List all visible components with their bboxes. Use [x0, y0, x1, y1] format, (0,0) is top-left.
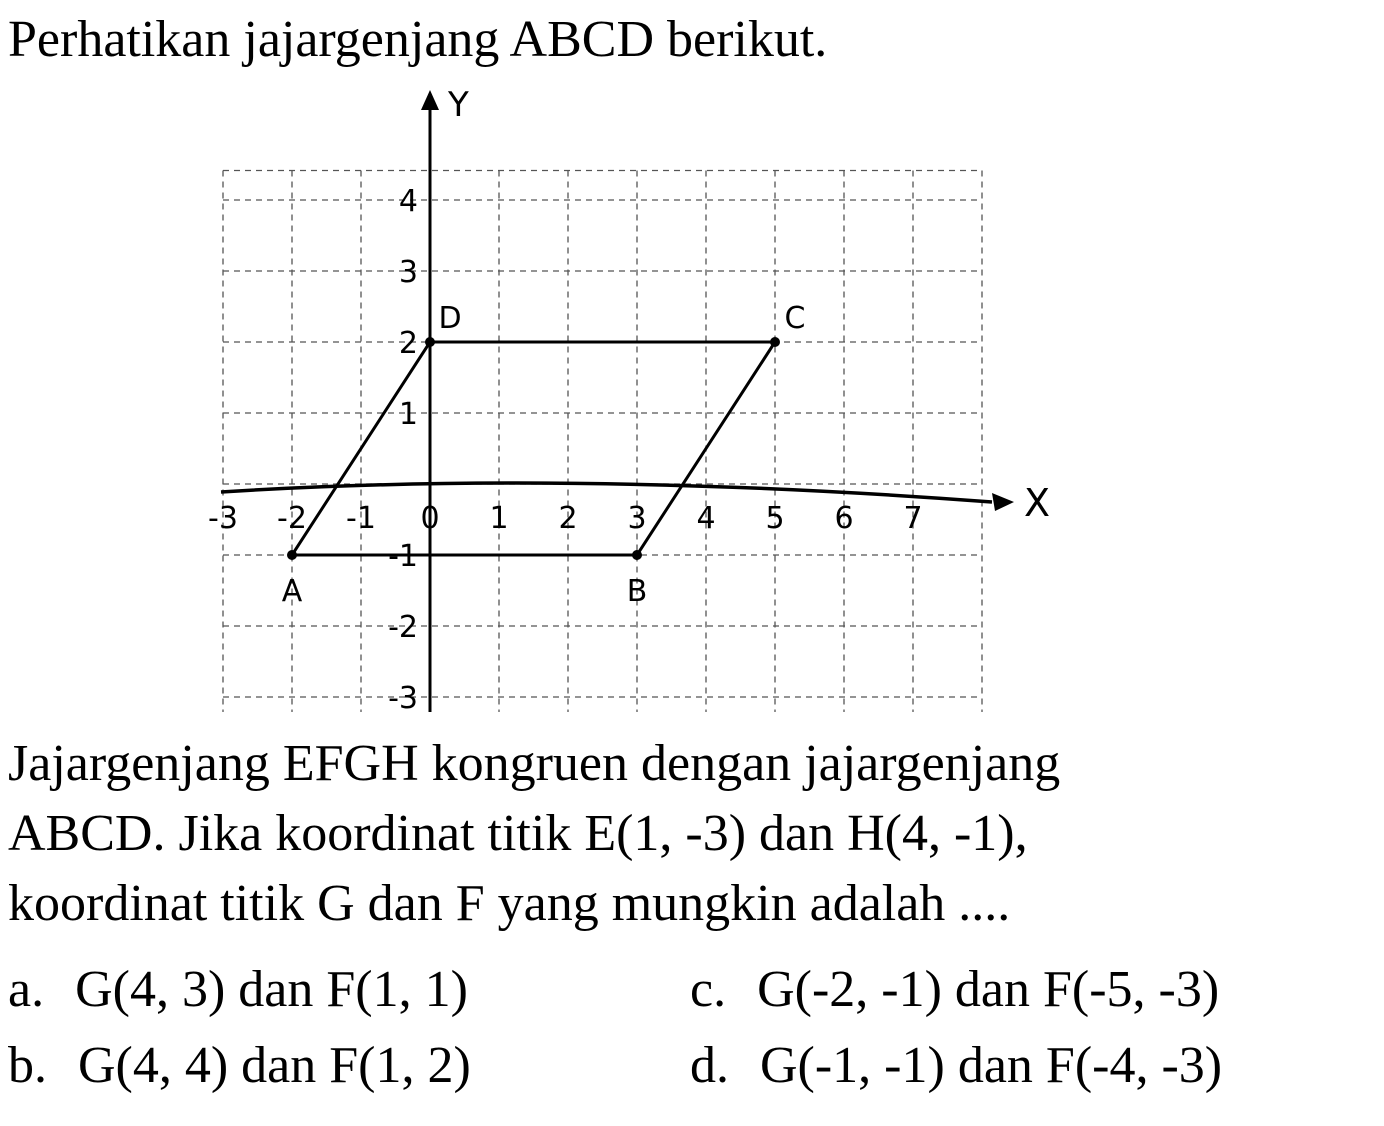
option-a-letter: a. [8, 961, 45, 1018]
y-axis-label: Y [448, 85, 469, 125]
option-c-text: G(-2, -1) dan F(-5, -3) [757, 961, 1220, 1018]
x-tick-label: 2 [558, 501, 578, 536]
x-tick-label: 0 [420, 501, 440, 536]
body-line-1: Jajargenjang EFGH kongruen dengan jajargenjang [8, 735, 1061, 792]
option-b[interactable] [8, 1036, 471, 1096]
vertex-label-c: C [784, 301, 806, 336]
vertex-label-d: D [438, 301, 462, 336]
x-tick-label: 3 [627, 501, 647, 536]
option-c[interactable] [690, 960, 1219, 1020]
option-c-letter: c. [690, 961, 727, 1018]
y-tick-label: 3 [398, 255, 418, 290]
x-tick-label: -1 [346, 501, 376, 536]
option-d[interactable] [690, 1036, 1222, 1096]
option-a[interactable] [8, 960, 468, 1020]
y-axis-arrow-icon [421, 90, 439, 110]
option-a-text: G(4, 3) dan F(1, 1) [75, 961, 468, 1018]
tick-labels [208, 184, 923, 712]
x-tick-label: 4 [696, 501, 716, 536]
option-d-letter: d. [690, 1037, 729, 1094]
parallelogram-abcd [282, 301, 806, 609]
body-line-2: ABCD. Jika koordinat titik E(1, -3) dan H(4, -1), [8, 805, 1028, 862]
option-b-letter: b. [8, 1037, 47, 1094]
vertex-point-d [425, 337, 435, 347]
axes [221, 90, 1014, 712]
y-tick-label: 2 [398, 326, 418, 361]
option-b-text: G(4, 4) dan F(1, 2) [78, 1037, 471, 1094]
grid [223, 171, 982, 713]
x-tick-label: 6 [834, 501, 854, 536]
x-tick-label: -2 [277, 501, 307, 536]
vertex-label-b: B [626, 574, 648, 609]
vertex-label-a: A [281, 574, 303, 609]
vertex-point-a [287, 550, 297, 560]
x-axis-arrow-icon [992, 493, 1014, 511]
body-line-3: koordinat titik G dan F yang mungkin adalah .... [8, 875, 1011, 932]
y-tick-label: 1 [398, 397, 418, 432]
vertex-point-b [632, 550, 642, 560]
x-tick-label: 1 [489, 501, 509, 536]
intro-text: Perhatikan jajargenjang ABCD berikut. [8, 11, 828, 68]
y-tick-label: -2 [388, 610, 418, 645]
vertex-point-c [770, 337, 780, 347]
x-tick-label: -3 [208, 501, 238, 536]
y-tick-label: 4 [398, 184, 418, 219]
option-d-text: G(-1, -1) dan F(-4, -3) [760, 1037, 1223, 1094]
coordinate-figure [200, 84, 1080, 712]
y-tick-label: -3 [388, 681, 418, 712]
y-tick-label: -1 [388, 539, 418, 574]
x-axis-label: X [1024, 481, 1051, 525]
x-tick-label: 5 [765, 501, 785, 536]
x-tick-label: 7 [903, 501, 923, 536]
